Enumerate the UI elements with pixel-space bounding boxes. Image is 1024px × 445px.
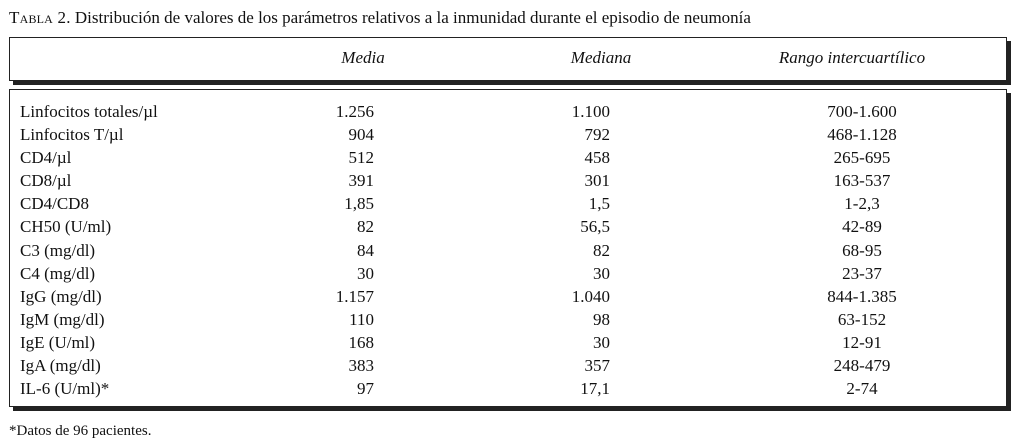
cell-rango: 42-89	[842, 217, 882, 237]
cell-rango: 700-1.600	[827, 102, 897, 121]
cell-rango: 68-95	[842, 240, 882, 260]
cell-media: 82	[357, 217, 374, 237]
cell-mediana: 30	[593, 332, 610, 352]
table-row	[10, 146, 1006, 169]
cell-media: 168	[348, 332, 374, 352]
table-header	[9, 37, 1007, 81]
cell-mediana: 458	[584, 148, 610, 168]
cell-mediana: 1.100	[571, 102, 610, 121]
cell-media: 30	[357, 263, 374, 283]
cell-rango: 23-37	[842, 263, 882, 283]
cell-parameter: IgA (mg/dl)	[20, 356, 101, 376]
table-row	[10, 169, 1006, 192]
table-row	[10, 377, 1006, 400]
table-row	[10, 215, 1006, 238]
table-row	[10, 192, 1006, 215]
cell-media: 512	[348, 148, 374, 168]
cell-media: 904	[348, 125, 374, 145]
cell-rango: 248-479	[833, 356, 891, 376]
table-footnote: *Datos de 96 pacientes.	[9, 423, 152, 439]
cell-parameter: CD8/µl	[20, 171, 72, 191]
cell-parameter: IgG (mg/dl)	[20, 286, 102, 306]
cell-mediana: 357	[584, 356, 610, 376]
table-row	[10, 354, 1006, 377]
table-row	[10, 239, 1006, 262]
cell-mediana: 1,5	[588, 194, 610, 214]
table-row	[10, 262, 1006, 285]
cell-rango: 2-74	[846, 379, 878, 399]
cell-media: 110	[349, 309, 374, 329]
header-rango-intercuartilico: Rango intercuartílico	[778, 48, 926, 67]
table-row	[10, 331, 1006, 354]
cell-parameter: Linfocitos totales/µl	[20, 102, 158, 121]
cell-parameter: CD4/CD8	[20, 194, 89, 214]
cell-mediana: 792	[584, 125, 610, 145]
cell-media: 391	[348, 171, 374, 191]
cell-media: 97	[357, 379, 374, 399]
cell-media: 84	[357, 240, 374, 260]
cell-rango: 163-537	[833, 171, 891, 191]
cell-parameter: IL-6 (U/ml)*	[20, 379, 110, 399]
cell-rango: 1-2,3	[844, 194, 880, 214]
table-row	[10, 308, 1006, 331]
cell-parameter: C4 (mg/dl)	[20, 263, 96, 283]
cell-mediana: 56,5	[580, 217, 610, 237]
header-media: Media	[341, 48, 385, 67]
table-caption-label: Tabla 2.	[9, 8, 71, 27]
cell-rango: 63-152	[837, 309, 887, 329]
cell-media: 1,85	[344, 194, 374, 214]
cell-mediana: 17,1	[580, 379, 610, 399]
cell-mediana: 301	[584, 171, 610, 191]
cell-mediana: 1.040	[571, 286, 610, 306]
cell-mediana: 30	[593, 263, 610, 283]
cell-rango: 468-1.128	[827, 125, 897, 145]
cell-mediana: 98	[593, 309, 610, 329]
cell-rango: 265-695	[833, 148, 891, 168]
cell-media: 1.256	[335, 102, 374, 121]
header-mediana: Mediana	[570, 48, 632, 67]
table-row	[10, 285, 1006, 308]
table-rows	[10, 100, 1006, 400]
cell-mediana: 82	[593, 240, 610, 260]
cell-parameter: CH50 (U/ml)	[20, 217, 112, 237]
cell-parameter: C3 (mg/dl)	[20, 240, 96, 260]
cell-media: 1.157	[335, 286, 374, 306]
cell-parameter: Linfocitos T/µl	[20, 125, 124, 145]
cell-parameter: IgM (mg/dl)	[20, 309, 105, 329]
cell-rango: 12-91	[842, 332, 882, 352]
cell-parameter: CD4/µl	[20, 148, 72, 168]
table-caption-text: Distribución de valores de los parámetros relativos a la inmunidad durante el episodio de neumonía	[70, 8, 751, 27]
cell-media: 383	[348, 356, 374, 376]
table-row	[10, 123, 1006, 146]
cell-parameter: IgE (U/ml)	[20, 332, 96, 352]
table-row	[10, 100, 1006, 123]
table-caption	[9, 7, 751, 29]
table-body	[9, 89, 1007, 407]
cell-rango: 844-1.385	[827, 286, 897, 306]
